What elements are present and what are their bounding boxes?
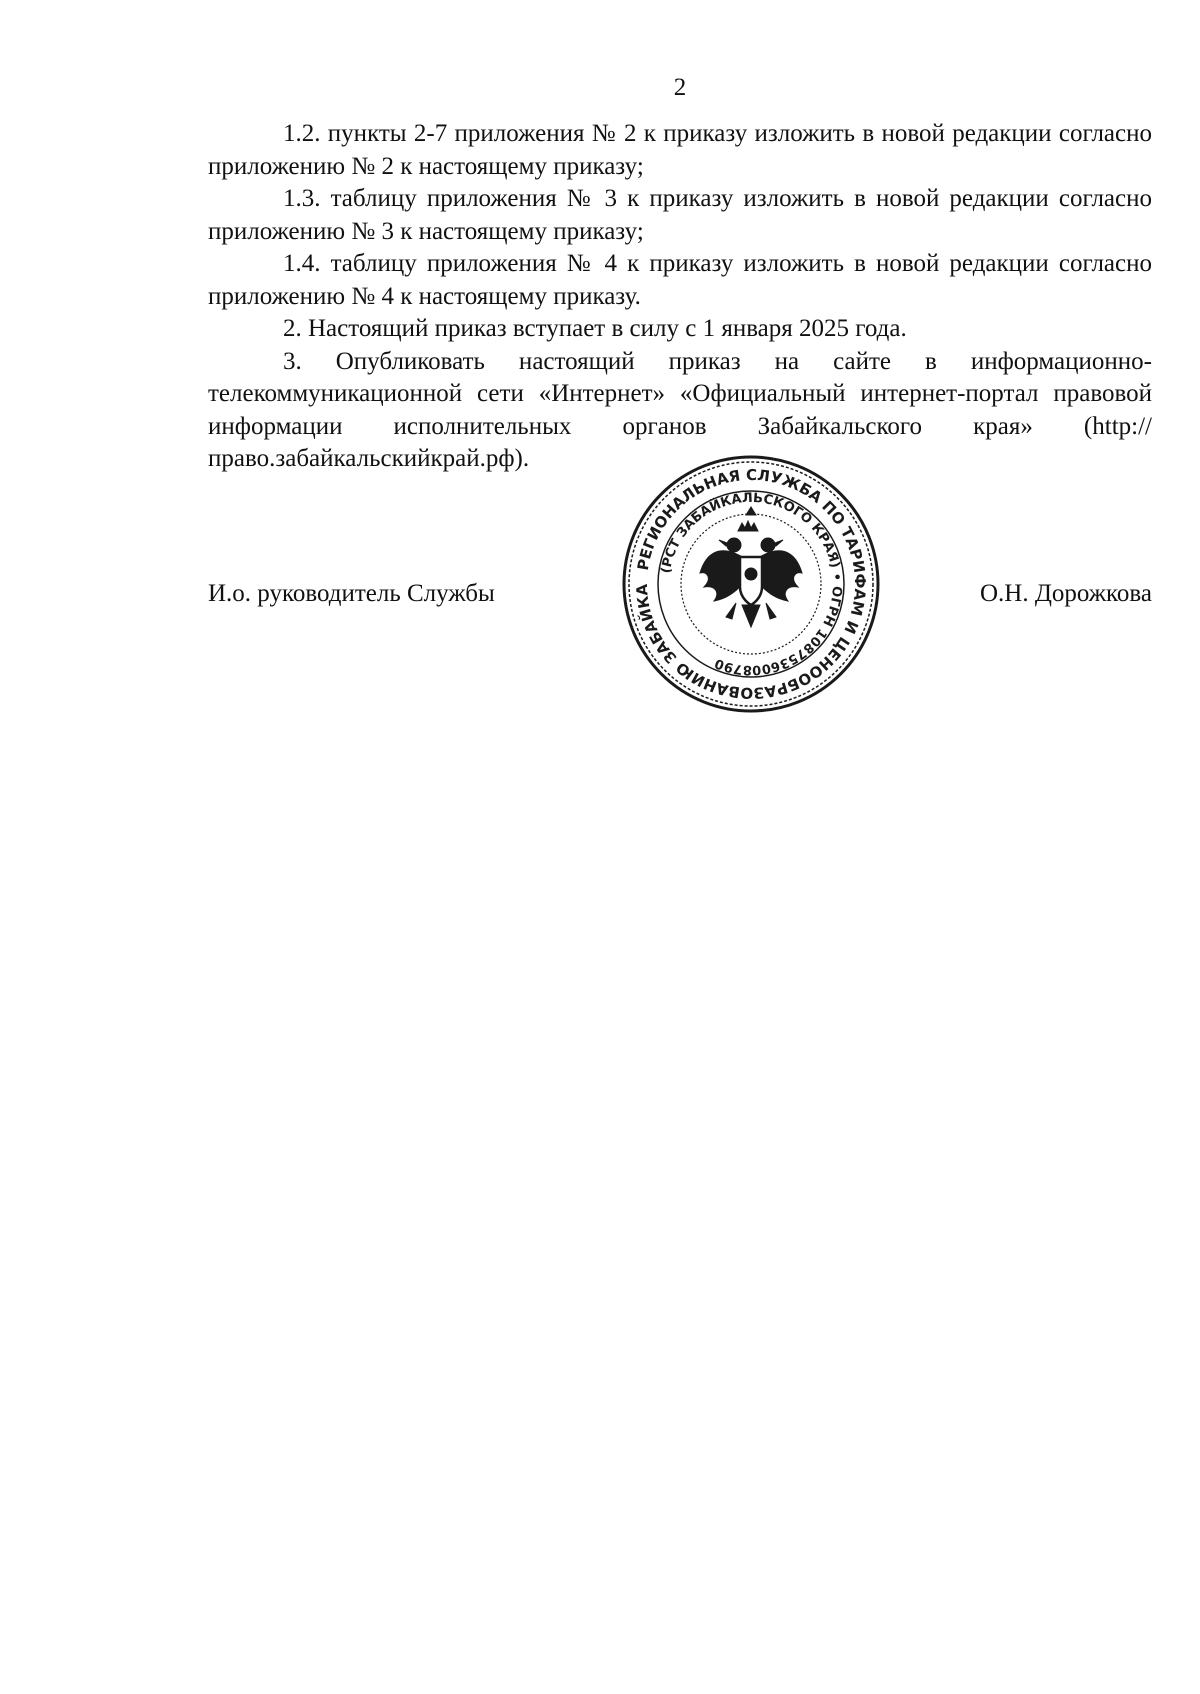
seal-graphic [620, 453, 882, 715]
document-body [208, 118, 1152, 476]
paragraph-2: 2. Настоящий приказ вступает в силу с 1 января 2025 года. [283, 315, 907, 342]
seal-outer-text: РЕГИОНАЛЬНАЯ СЛУЖБА ПО ТАРИФАМ И ЦЕНООБРАЗОВАНИЮ ЗАБАЙКА [632, 465, 870, 703]
paragraph-1-3: 1.3. таблицу приложения № 3 к приказу изложить в новой редакции согласно приложению № 3 к настоящему приказу; [208, 185, 1152, 245]
paragraph-1-4: 1.4. таблицу приложения № 4 к приказу изложить в новой редакции согласно приложению № 4 к настоящему приказу. [208, 250, 1152, 310]
official-seal [620, 453, 882, 715]
seal-inner-text: (РСТ ЗАБАЙКАЛЬСКОГО КРАЯ) • ОГРН 1087536008790 [658, 490, 845, 678]
page-number: 2 [673, 74, 687, 101]
signatory-name: О.Н. Дорожкова [979, 580, 1152, 607]
paragraph-3: 3. Опубликовать настоящий приказ на сайте в информационно-телекоммуникационной сети «Интернет» «Официальный интернет-портал правовой информации исполнительных органов Забайкальского края» (http://право.забайкальскийкрай.рф). [208, 347, 1152, 472]
signatory-position: И.о. руководитель Службы [208, 580, 495, 607]
paragraph-1-2: 1.2. пункты 2-7 приложения № 2 к приказу изложить в новой редакции согласно приложению № 2 к настоящему приказу; [208, 120, 1152, 180]
double-headed-eagle-icon [700, 507, 802, 627]
